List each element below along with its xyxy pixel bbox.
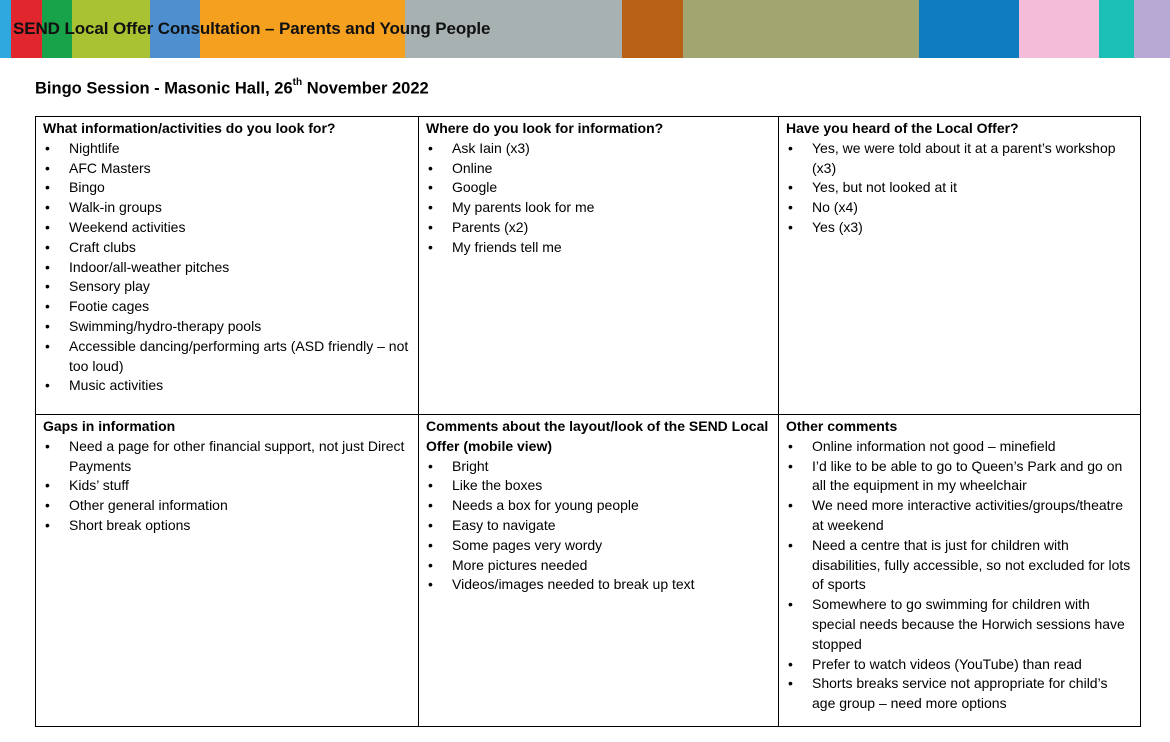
list-item: • No (x4) bbox=[786, 198, 1134, 218]
list-item: • Yes, we were told about it at a parent’s workshop (x3) bbox=[786, 139, 1134, 179]
bullet-list bbox=[426, 139, 772, 258]
banner-stripe bbox=[1099, 0, 1134, 58]
list-item: • Accessible dancing/performing arts (ASD friendly – not too loud) bbox=[43, 337, 412, 377]
list-item: • Walk-in groups bbox=[43, 198, 412, 218]
list-item: • Google bbox=[426, 178, 772, 198]
list-item: • Music activities bbox=[43, 376, 412, 396]
list-item: • Need a page for other financial support, not just Direct Payments bbox=[43, 437, 412, 477]
session-title-sup: th bbox=[292, 77, 303, 88]
list-item: • Easy to navigate bbox=[426, 516, 772, 536]
list-item: • I’d like to be able to go to Queen’s Park and go on all the equipment in my wheelchair bbox=[786, 457, 1134, 497]
list-item: • Weekend activities bbox=[43, 218, 412, 238]
bullet-list bbox=[426, 457, 772, 596]
list-item: • Kids’ stuff bbox=[43, 476, 412, 496]
table-row bbox=[36, 415, 1141, 727]
cell-heading: Where do you look for information? bbox=[426, 120, 664, 136]
list-item: • AFC Masters bbox=[43, 159, 412, 179]
banner-stripe bbox=[1019, 0, 1099, 58]
cell-where-look bbox=[419, 117, 779, 415]
list-item: • My friends tell me bbox=[426, 238, 772, 258]
list-item: • Online information not good – minefield bbox=[786, 437, 1134, 457]
list-item: • Other general information bbox=[43, 496, 412, 516]
list-item: • Nightlife bbox=[43, 139, 412, 159]
list-item: • Ask Iain (x3) bbox=[426, 139, 772, 159]
list-item: • Short break options bbox=[43, 516, 412, 536]
list-item: • Online bbox=[426, 159, 772, 179]
bullet-list bbox=[43, 437, 412, 536]
list-item: • Videos/images needed to break up text bbox=[426, 575, 772, 595]
session-title bbox=[35, 79, 429, 99]
cell-heading: Have you heard of the Local Offer? bbox=[786, 120, 1019, 136]
list-item: • Need a centre that is just for children with disabilities, fully accessible, so not excluded for lots of sports bbox=[786, 536, 1134, 595]
list-item: • Somewhere to go swimming for children with special needs because the Horwich sessions have stopped bbox=[786, 595, 1134, 654]
cell-heard-local-offer bbox=[779, 117, 1141, 415]
consultation-table bbox=[35, 116, 1141, 727]
list-item: • Sensory play bbox=[43, 277, 412, 297]
list-item: • Yes (x3) bbox=[786, 218, 1134, 238]
list-item: • Craft clubs bbox=[43, 238, 412, 258]
session-title-prefix: Bingo Session - Masonic Hall, 26 bbox=[35, 79, 293, 98]
cell-gaps bbox=[36, 415, 419, 727]
bullet-list bbox=[786, 139, 1134, 238]
list-item: • Like the boxes bbox=[426, 476, 772, 496]
list-item: • Shorts breaks service not appropriate for child’s age group – need more options bbox=[786, 674, 1134, 714]
list-item: • Bright bbox=[426, 457, 772, 477]
session-title-suffix: November 2022 bbox=[302, 79, 429, 98]
cell-heading: Comments about the layout/look of the SEND Local Offer (mobile view) bbox=[426, 418, 769, 454]
banner-stripe bbox=[919, 0, 1019, 58]
cell-heading: Gaps in information bbox=[43, 418, 176, 434]
cell-other-comments bbox=[779, 415, 1141, 727]
cell-heading: What information/activities do you look for? bbox=[43, 120, 336, 136]
list-item: • We need more interactive activities/groups/theatre at weekend bbox=[786, 496, 1134, 536]
cell-info-activities bbox=[36, 117, 419, 415]
list-item: • My parents look for me bbox=[426, 198, 772, 218]
banner-stripe bbox=[683, 0, 919, 58]
list-item: • Swimming/hydro-therapy pools bbox=[43, 317, 412, 337]
list-item: • Bingo bbox=[43, 178, 412, 198]
list-item: • Footie cages bbox=[43, 297, 412, 317]
banner-stripe bbox=[1134, 0, 1170, 58]
list-item: • Prefer to watch videos (YouTube) than read bbox=[786, 655, 1134, 675]
banner-stripe bbox=[0, 0, 11, 58]
table-row bbox=[36, 117, 1141, 415]
bullet-list bbox=[786, 437, 1134, 714]
list-item: • Some pages very wordy bbox=[426, 536, 772, 556]
bullet-list bbox=[43, 139, 412, 396]
banner-title: SEND Local Offer Consultation – Parents and Young People bbox=[13, 19, 491, 38]
list-item: • Yes, but not looked at it bbox=[786, 178, 1134, 198]
list-item: • Parents (x2) bbox=[426, 218, 772, 238]
cell-heading: Other comments bbox=[786, 418, 898, 434]
list-item: • Indoor/all-weather pitches bbox=[43, 258, 412, 278]
banner-stripe bbox=[622, 0, 683, 58]
list-item: • More pictures needed bbox=[426, 556, 772, 576]
list-item: • Needs a box for young people bbox=[426, 496, 772, 516]
cell-layout-comments bbox=[419, 415, 779, 727]
